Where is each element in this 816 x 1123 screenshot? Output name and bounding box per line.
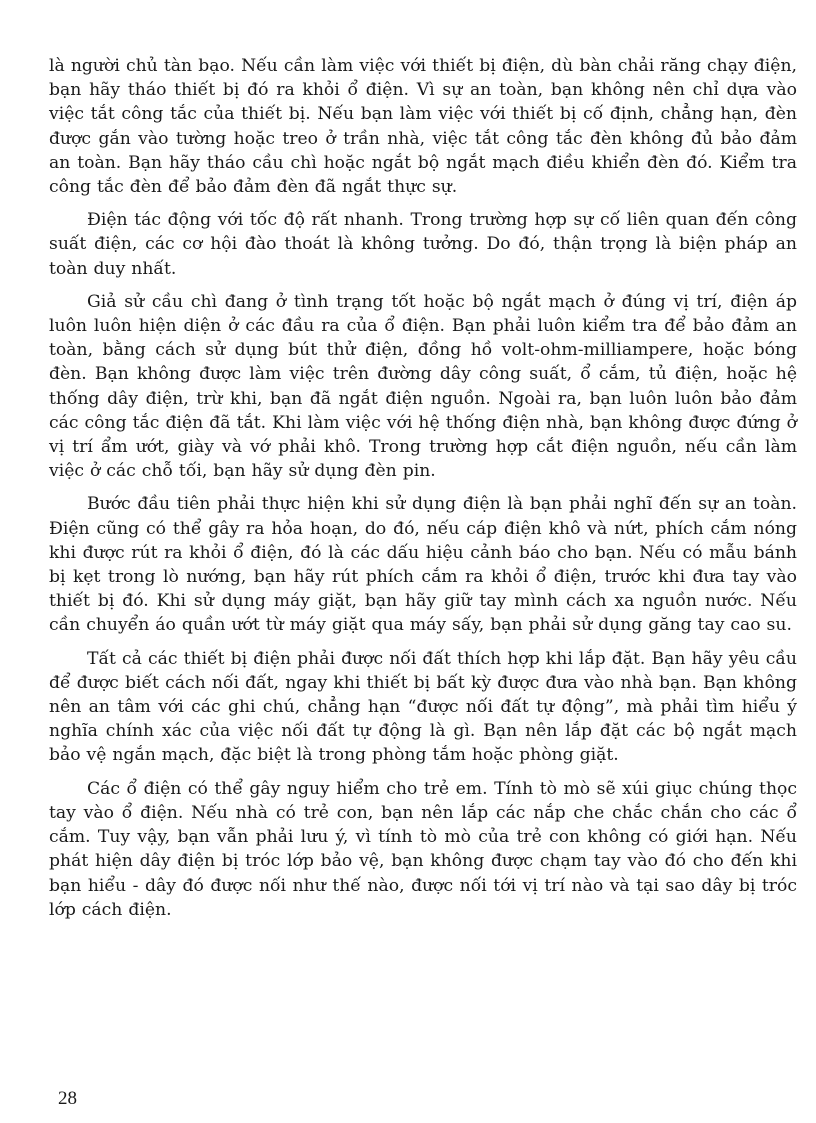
paragraph-first-step-safety: Bước đầu tiên phải thực hiện khi sử dụng điện là bạn phải nghĩ đến sự an toàn. Điện cũng có thể gây ra hỏa hoạn, do đó, nếu cáp điện khô và nứt, phích cắm nóng khi được rút ra khỏi ổ điện, đó là các dấu hiệu cảnh báo cho bạn. Nếu có mẫu bánh bị kẹt trong lò nướng, bạn hãy rút phích cắm ra khỏi ổ điện, trước khi đưa tay vào thiết bị đó. Khi sử dụng máy giặt, bạn hãy giữ tay mình cách xa nguồn nước. Nếu cần chuyển áo quần ướt từ máy giặt qua máy sấy, bạn phải sử dụng găng tay cao su. [49, 494, 797, 636]
paragraph-continuation: là người chủ tàn bạo. Nếu cần làm việc với thiết bị điện, dù bàn chải răng chạy điện, bạn hãy tháo thiết bị đó ra khỏi ổ điện. Vì sự an toàn, bạn không nên chỉ dựa vào việc tắt công tắc của thiết bị. Nếu bạn làm việc với thiết bị cố định, chẳng hạn, đèn được gắn vào tường hoặc treo ở trần nhà, việc tắt công tắc đèn không đủ bảo đảm an toàn. Bạn hãy tháo cầu chì hoặc ngắt bộ ngắt mạch điều khiển đèn đó. Kiểm tra công tắc đèn để bảo đảm đèn đã ngắt thực sự. [49, 56, 797, 198]
paragraph-speed-of-electricity: Điện tác động với tốc độ rất nhanh. Trong trường hợp sự cố liên quan đến công suất điện, các cơ hội đào thoát là không tưởng. Do đó, thận trọng là biện pháp an toàn duy nhất. [49, 210, 797, 279]
paragraph-grounding: Tất cả các thiết bị điện phải được nối đất thích hợp khi lắp đặt. Bạn hãy yêu cầu để được biết cách nối đất, ngay khi thiết bị bất kỳ được đưa vào nhà bạn. Bạn không nên an tâm với các ghi chú, chẳng hạn “được nối đất tự động”, mà phải tìm hiểu ý nghĩa chính xác của việc nối đất tự động là gì. Bạn nên lắp đặt các bộ ngắt mạch bảo vệ ngắn mạch, đặc biệt là trong phòng tắm hoặc phòng giặt. [49, 648, 797, 766]
paragraph-children-outlets: Các ổ điện có thể gây nguy hiểm cho trẻ em. Tính tò mò sẽ xúi giục chúng thọc tay vào ổ điện. Nếu nhà có trẻ con, bạn nên lắp các nắp che chắc chắn cho các ổ cắm. Tuy vậy, bạn vẫn phải lưu ý, vì tính tò mò của trẻ con không có giới hạn. Nếu phát hiện dây điện bị tróc lớp bảo vệ, bạn không được chạm tay vào đó cho đến khi bạn hiểu - dây đó được nối như thế nào, được nối tới vị trí nào và tại sao dây bị tróc lớp cách điện. [49, 778, 797, 920]
page-number: 28 [58, 1088, 77, 1109]
page-body [49, 54, 797, 931]
paragraph-voltage-check: Giả sử cầu chì đang ở tình trạng tốt hoặc bộ ngắt mạch ở đúng vị trí, điện áp luôn luôn hiện diện ở các đầu ra của ổ điện. Bạn phải luôn kiểm tra để bảo đảm an toàn, bằng cách sử dụng bút thử điện, đồng hồ volt-ohm-milliampere, hoặc bóng đèn. Bạn không được làm việc trên đường dây công suất, ổ cắm, tủ điện, hoặc hệ thống dây điện, trừ khi, bạn đã ngắt điện nguồn. Ngoài ra, bạn luôn luôn bảo đảm các công tắc điện đã tắt. Khi làm việc với hệ thống điện nhà, bạn không được đứng ở vị trí ẩm ướt, giày và vớ phải khô. Trong trường hợp cắt điện nguồn, nếu cần làm việc ở các chỗ tối, bạn hãy sử dụng đèn pin. [49, 291, 797, 482]
